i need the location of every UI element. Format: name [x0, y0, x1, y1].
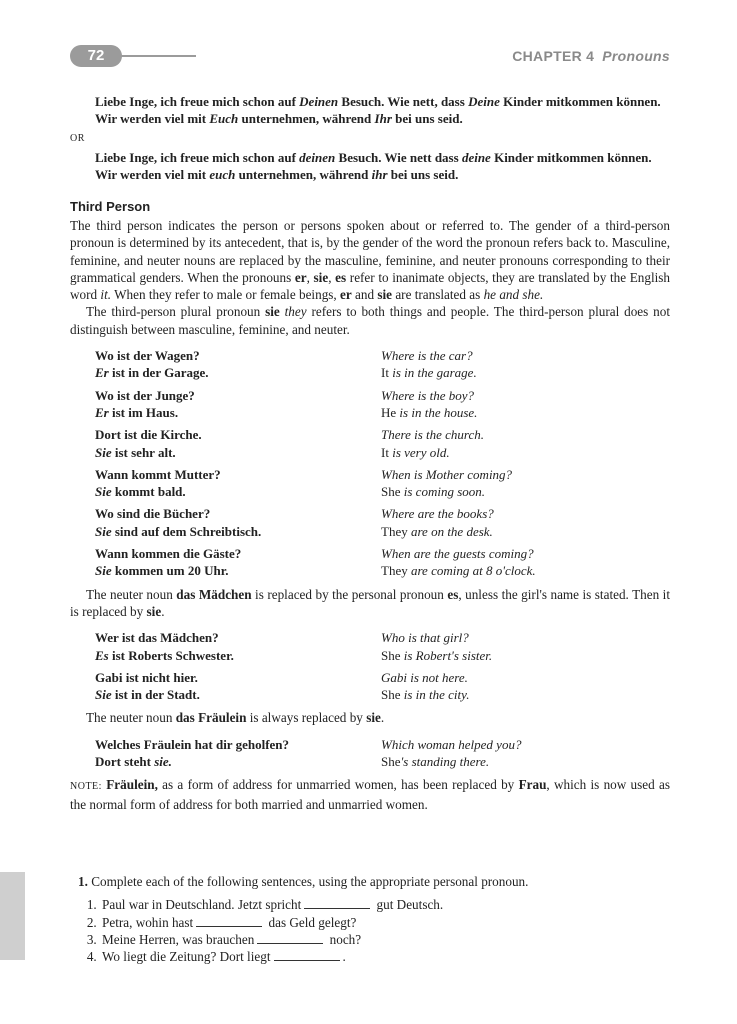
pronoun-highlight: Sie	[95, 444, 112, 460]
para-text: is always replaced by	[246, 710, 367, 726]
letter-text: bei uns seid.	[391, 111, 463, 126]
exercise-item	[100, 948, 638, 965]
pronoun-informal: ihr	[371, 167, 388, 182]
bold-term: das Mädchen	[176, 586, 252, 602]
chapter-label: CHAPTER 4	[512, 48, 595, 64]
german-answer	[95, 753, 381, 770]
bold-term: das Fräulein	[175, 710, 247, 726]
english-answer	[381, 404, 536, 421]
example-answer-row	[95, 364, 536, 381]
exercise-number: 1.	[78, 874, 88, 889]
para-text: The third-person plural pronoun	[86, 304, 266, 320]
english-question	[381, 382, 536, 404]
german-answer	[95, 364, 381, 381]
english-question-text: When is Mother coming?	[381, 466, 513, 482]
section-heading: Third Person	[70, 199, 151, 214]
english-pronoun: She	[381, 647, 401, 663]
bold-term: sie	[265, 304, 280, 320]
italic-term: it.	[100, 287, 112, 303]
para-text: .	[380, 710, 385, 726]
answer-text: kommen um 20 Uhr.	[111, 563, 229, 579]
pronoun-informal: deinen	[299, 150, 336, 165]
answer-text: ist in der Garage.	[108, 365, 209, 381]
example-answer-row	[95, 647, 492, 664]
exercise-item-text: .	[342, 949, 346, 965]
example-question-row	[95, 347, 536, 364]
bold-term: sie	[313, 269, 329, 285]
german-question: Wer ist das Mädchen?	[95, 630, 219, 646]
bold-term: sie	[377, 287, 393, 303]
german-question: Wann kommt Mutter?	[95, 466, 221, 482]
english-question-text: Gabi is not here.	[381, 669, 468, 685]
english-answer-text: is Robert's sister.	[400, 647, 493, 663]
german-question: Gabi ist nicht hier.	[95, 669, 198, 685]
letter-text: bei uns seid.	[387, 167, 459, 182]
example-question-row	[95, 664, 492, 686]
english-answer-text: is in the house.	[396, 404, 478, 420]
exercise-item	[100, 914, 638, 931]
paragraph-plural	[70, 303, 670, 338]
english-question	[381, 664, 492, 686]
note-paragraph	[70, 776, 670, 813]
english-answer-text: is very old.	[388, 444, 450, 460]
examples-table-3	[95, 736, 521, 771]
exercise-item-text: Meine Herren, was brauchen	[102, 931, 255, 947]
english-question	[381, 736, 521, 753]
english-answer	[381, 444, 536, 461]
letter-text: Besuch. Wie nett dass	[335, 150, 462, 165]
answer-text: kommt bald.	[111, 484, 186, 500]
examples-table-1	[95, 347, 536, 580]
bold-term: Fräulein,	[106, 777, 158, 793]
english-answer-text: is coming soon.	[400, 484, 485, 500]
example-answer-row	[95, 404, 536, 421]
bold-term: sie	[366, 710, 381, 726]
exercise-item-text: das Geld gelegt?	[265, 914, 357, 930]
letter-formal	[95, 93, 670, 127]
german-question: Dort ist die Kirche.	[95, 427, 202, 443]
pronoun-highlight: Sie	[95, 687, 112, 703]
italic-term: he and she.	[483, 287, 544, 303]
para-text: The neuter noun	[86, 586, 177, 602]
english-pronoun: She	[381, 754, 401, 770]
english-answer-text: 's standing there.	[400, 754, 490, 770]
english-answer-text: is in the city.	[400, 687, 470, 703]
german-question: Wo ist der Junge?	[95, 387, 195, 403]
english-answer	[381, 364, 536, 381]
para-text: ,	[306, 269, 314, 285]
answer-blank	[257, 933, 323, 944]
german-question: Wo ist der Wagen?	[95, 348, 200, 364]
letter-text: unternehmen, während	[235, 167, 372, 182]
pronoun-informal: deine	[461, 150, 491, 165]
english-pronoun: She	[381, 687, 401, 703]
example-question-row	[95, 382, 536, 404]
bold-term: sie	[146, 603, 162, 619]
pronoun-highlight: Er	[95, 404, 109, 420]
example-question-row	[95, 421, 536, 443]
english-answer	[381, 647, 492, 664]
english-question	[381, 540, 536, 562]
english-question-text: There is the church.	[381, 427, 485, 443]
english-answer-text: is in the garage.	[388, 365, 477, 381]
letter-text: Kinder mitkommen können. Wir werden viel mit	[95, 94, 661, 126]
example-question-row	[95, 461, 536, 483]
letter-text: Kinder mitkommen können. Wir werden viel mit	[95, 150, 652, 182]
or-label: OR	[70, 133, 85, 144]
exercise-1	[78, 873, 638, 965]
answer-text: Dort steht	[95, 754, 155, 770]
answer-text: ist in der Stadt.	[111, 687, 200, 703]
exercise-item-text: Petra, wohin hast	[102, 914, 194, 930]
german-answer	[95, 562, 381, 579]
english-pronoun: It	[381, 365, 389, 381]
bold-term: es	[447, 586, 459, 602]
page-edge-tab	[0, 872, 25, 960]
para-text: When they refer to male or female beings,	[111, 287, 341, 303]
english-pronoun: It	[381, 444, 389, 460]
german-answer	[95, 686, 381, 703]
english-question-text: Where are the books?	[381, 506, 494, 522]
english-question-text: Where is the car?	[381, 348, 473, 364]
german-answer	[95, 404, 381, 421]
german-answer	[95, 483, 381, 500]
answer-text: ist im Haus.	[108, 404, 179, 420]
german-answer	[95, 444, 381, 461]
header-rule	[120, 55, 196, 57]
pronoun-highlight: Sie	[95, 563, 112, 579]
pronoun-formal: Deine	[468, 94, 500, 109]
letter-text: Besuch. Wie nett, dass	[338, 94, 469, 109]
exercise-text: Complete each of the following sentences, using the appropriate personal pronoun.	[87, 874, 529, 889]
para-text: The neuter noun	[86, 710, 176, 726]
letter-informal	[95, 149, 670, 183]
pronoun-highlight: Er	[95, 365, 109, 381]
answer-text: ist sehr alt.	[111, 444, 176, 460]
italic-term: they	[284, 304, 307, 320]
paragraph-fraeulein	[70, 709, 670, 726]
english-pronoun: They	[381, 563, 408, 579]
chapter-title: Pronouns	[602, 48, 670, 64]
exercise-item-text: noch?	[326, 931, 362, 947]
english-question-text: Which woman helped you?	[381, 736, 522, 752]
examples-table-2	[95, 629, 492, 703]
example-question-row	[95, 629, 492, 646]
english-answer	[381, 523, 536, 540]
english-answer	[381, 483, 536, 500]
letter-text: Liebe Inge, ich freue mich schon auf	[95, 94, 300, 109]
english-answer	[381, 753, 521, 770]
english-answer	[381, 562, 536, 579]
note-label: NOTE:	[70, 781, 102, 793]
english-question	[381, 347, 536, 364]
exercise-item-text: Paul war in Deutschland. Jetzt spricht	[102, 897, 302, 913]
page-number: 72	[70, 45, 122, 67]
chapter-header	[512, 48, 670, 64]
example-question-row	[95, 736, 521, 753]
bold-term: Frau	[518, 777, 547, 793]
para-text: and	[351, 287, 378, 303]
english-answer-text: are coming at 8 o'clock.	[407, 563, 536, 579]
page-content	[70, 93, 670, 813]
german-answer	[95, 647, 381, 664]
german-answer	[95, 523, 381, 540]
para-text: ,	[328, 269, 336, 285]
para-text: are translated as	[392, 287, 484, 303]
example-answer-row	[95, 753, 521, 770]
bold-term: es	[335, 269, 347, 285]
bold-term: er	[340, 287, 352, 303]
para-text: as a form of address for unmarried women, has been replaced by	[157, 777, 519, 793]
letter-text: Liebe Inge, ich freue mich schon auf	[95, 150, 300, 165]
english-question	[381, 461, 536, 483]
pronoun-highlight: Sie	[95, 523, 112, 539]
english-question-text: Who is that girl?	[381, 630, 469, 646]
pronoun-highlight: Es	[95, 647, 109, 663]
example-question-row	[95, 500, 536, 522]
english-pronoun: He	[381, 404, 397, 420]
para-text: refers to both things and people. The third-person plural does not distinguish between masculine, feminine, and neuter.	[70, 304, 670, 337]
answer-blank	[304, 898, 370, 909]
english-pronoun: They	[381, 523, 408, 539]
para-text: .	[161, 603, 165, 619]
exercise-item-text: Wo liegt die Zeitung? Dort liegt	[102, 949, 271, 965]
answer-blank	[274, 950, 340, 961]
english-question-text: When are the guests coming?	[381, 546, 534, 562]
answer-blank	[196, 916, 262, 927]
para-text: is replaced by the personal pronoun	[251, 586, 448, 602]
pronoun-formal: Deinen	[299, 94, 339, 109]
example-question-row	[95, 540, 536, 562]
para-text: The third person indicates the person or persons spoken about or referred to. The gender of a third-person pronoun is determined by its antecedent, that is, by the gender of the word the pronoun refers back to. Masculine, feminine, and neuter nouns are replaced by the masculine, feminine, and neuter pronouns corresponding to their grammatical genders. When the pronouns	[70, 218, 670, 285]
pronoun-informal: euch	[209, 167, 236, 182]
pronoun-formal: Ihr	[374, 111, 392, 126]
paragraph-third-person	[70, 217, 670, 303]
paragraph-maedchen	[70, 586, 670, 621]
german-question: Welches Fräulein hat dir geholfen?	[95, 736, 290, 752]
english-question	[381, 500, 536, 522]
example-answer-row	[95, 523, 536, 540]
exercise-item-text: gut Deutsch.	[373, 897, 444, 913]
german-question: Wann kommen die Gäste?	[95, 546, 242, 562]
pronoun-highlight: Sie	[95, 484, 112, 500]
pronoun-formal: Euch	[209, 111, 239, 126]
exercise-instruction	[78, 873, 638, 890]
english-question	[381, 629, 492, 646]
letter-text: unternehmen, während	[238, 111, 375, 126]
german-question: Wo sind die Bücher?	[95, 506, 211, 522]
para-text: , unless the girl's name is stated. Then it is replaced by	[70, 586, 670, 619]
example-answer-row	[95, 686, 492, 703]
english-question	[381, 421, 536, 443]
para-text: , which is now used as the normal form of address for both married and unmarried women.	[70, 777, 670, 812]
example-answer-row	[95, 483, 536, 500]
english-question-text: Where is the boy?	[381, 387, 475, 403]
english-pronoun: She	[381, 484, 401, 500]
exercise-item	[100, 931, 638, 948]
english-answer	[381, 686, 492, 703]
example-answer-row	[95, 562, 536, 579]
exercise-item	[100, 896, 638, 913]
english-answer-text: are on the desk.	[407, 523, 493, 539]
answer-text: ist Roberts Schwester.	[108, 647, 234, 663]
bold-term: er	[294, 269, 307, 285]
example-answer-row	[95, 444, 536, 461]
para-text: refer to inanimate objects, they are translated by the English word	[70, 269, 671, 303]
answer-text: sind auf dem Schreibtisch.	[111, 523, 262, 539]
pronoun-highlight: sie.	[154, 754, 172, 770]
exercise-items	[78, 896, 638, 965]
